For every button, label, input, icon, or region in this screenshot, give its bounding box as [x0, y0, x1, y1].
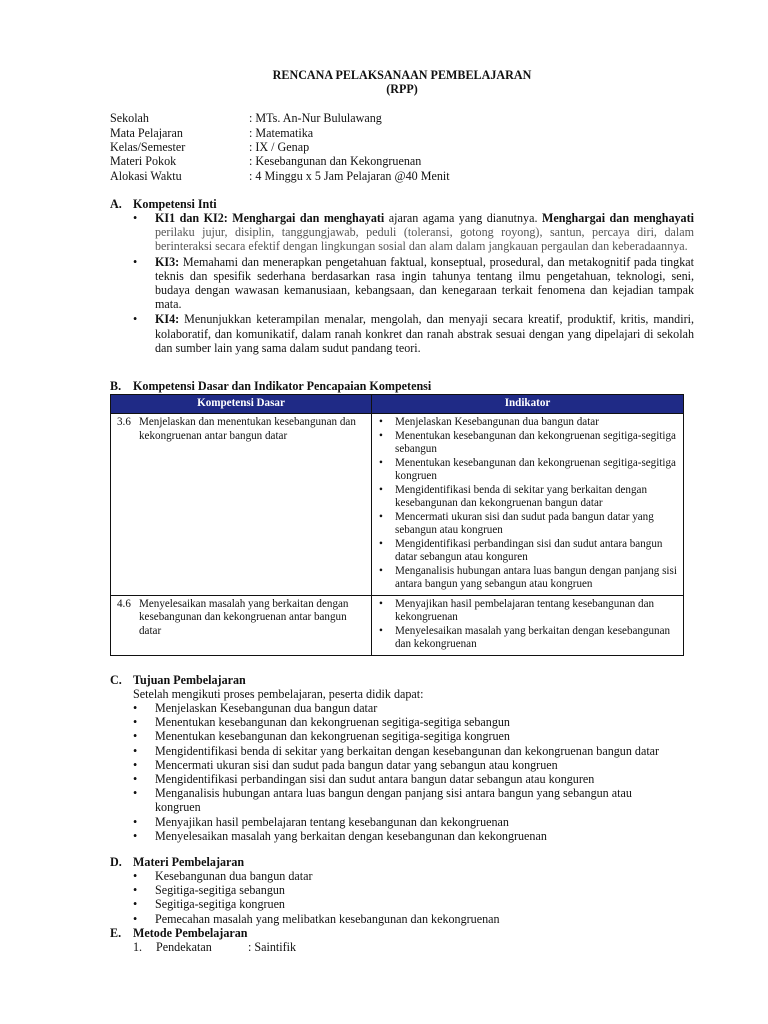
list-item: • Mencermati ukuran sisi dan sudut pada bangun datar yang sebangun atau kongruen: [376, 511, 679, 538]
method-row: [133, 940, 296, 954]
competency-table: [110, 394, 684, 656]
list-item: • Menentukan kesebangunan dan kekongruenan segitiga-segitiga kongruen: [133, 729, 694, 743]
info-value: : Kesebangunan dan Kekongruenan: [249, 153, 422, 168]
section-title: Materi Pembelajaran: [133, 855, 245, 869]
list-item: • Kesebangunan dua bangun datar: [133, 869, 500, 883]
kd-number: 3.6: [117, 416, 131, 428]
kd-cell: [111, 595, 372, 655]
column-header-kd: Kompetensi Dasar: [111, 395, 372, 414]
ki3-item: [133, 255, 694, 312]
section-e-heading: [110, 926, 248, 940]
list-item: • Mengidentifikasi benda di sekitar yang berkaitan dengan kesebangunan dan kekongruenan bangun datar: [133, 744, 694, 758]
list-item: • Menyajikan hasil pembelajaran tentang kesebangunan dan kekongruenan: [133, 815, 694, 829]
core-competency-list: [133, 211, 694, 355]
info-row-time: [110, 169, 450, 183]
ki4-item: [133, 312, 694, 355]
column-header-indicator: Indikator: [372, 395, 684, 414]
section-b-heading: [110, 379, 431, 393]
ki12-bold-1: Menghargai dan menghayati: [232, 211, 385, 225]
list-item: • Menyelesaikan masalah yang berkaitan dengan kesebangunan dan kekongruenan: [133, 829, 694, 843]
objectives-list: [133, 701, 694, 843]
section-title: Tujuan Pembelajaran: [133, 673, 246, 687]
info-value: : IX / Genap: [249, 139, 310, 154]
materials-list: [133, 869, 500, 926]
info-value: : MTs. An-Nur Bululawang: [249, 111, 382, 125]
info-value: : 4 Minggu x 5 Jam Pelajaran @40 Menit: [249, 169, 450, 184]
method-value: : Saintifik: [248, 940, 297, 954]
indicator-list: [376, 598, 679, 652]
ki4-text: Menunjukkan keterampilan menalar, mengolah, dan menyaji secara kreatif, produktif, kritis, mandiri, kolaboratif, dan komunikatif, dalam ranah konkret dan ranah abstrak sesuai dengan yang dipelajari di sekolah dan sumber lain yang sama dalam sudut pandang teori.: [155, 312, 694, 355]
indicator-list: [376, 416, 679, 592]
table-row: [111, 595, 684, 655]
method-number: 1.: [133, 940, 143, 954]
list-item: • Menjelaskan Kesebangunan dua bangun datar: [376, 416, 679, 430]
ki12-head: KI1 dan KI2:: [155, 211, 228, 225]
ki12-text-2: perilaku jujur, disiplin, tanggungjawab, peduli (toleransi, gotong royong), santun, percaya diri, dalam berinteraksi secara efektif dengan lingkungan sosial dan alam dalam jangkauan pergaulan dan keberadaannya.: [155, 225, 694, 254]
list-item: • Segitiga-segitiga kongruen: [133, 897, 500, 911]
list-item: • Menentukan kesebangunan dan kekongruenan segitiga-segitiga sebangun: [376, 430, 679, 457]
section-d-heading: [110, 855, 244, 869]
kd-text: Menyelesaikan masalah yang berkaitan dengan kesebangunan dan kekongruenan antar bangun datar: [139, 597, 349, 637]
list-item: • Mengidentifikasi benda di sekitar yang berkaitan dengan kesebangunan dan kekongruenan bangun datar: [376, 484, 679, 511]
info-value: : Matematika: [249, 125, 314, 140]
section-title: Kompetensi Dasar dan Indikator Pencapaian Kompetensi: [133, 379, 432, 393]
list-item: • Menentukan kesebangunan dan kekongruenan segitiga-segitiga sebangun: [133, 715, 694, 729]
document-title: [0, 68, 768, 96]
list-item: • Mencermati ukuran sisi dan sudut pada bangun datar yang sebangun atau kongruen: [133, 758, 694, 772]
info-row-topic: [110, 154, 450, 170]
ki3-head: KI3:: [155, 254, 180, 269]
title-line-2: (RPP): [386, 82, 418, 97]
section-letter: D.: [110, 855, 122, 869]
section-letter: B.: [110, 379, 122, 393]
title-line-1: RENCANA PELAKSANAAN PEMBELAJARAN: [272, 68, 532, 82]
info-label: Materi Pokok: [110, 153, 177, 168]
identity-block: [110, 111, 450, 184]
ki12-bold-2: Menghargai dan menghayati: [541, 211, 694, 225]
info-row-school: [110, 111, 450, 126]
indicator-cell: [372, 595, 684, 655]
info-row-class: [110, 140, 450, 154]
list-item: • Segitiga-segitiga sebangun: [133, 883, 500, 897]
section-letter: E.: [110, 926, 122, 940]
list-item: • Menganalisis hubungan antara luas bangun dengan panjang sisi antara bangun yang sebangun atau kongruen: [133, 786, 665, 814]
indicator-cell: [372, 414, 684, 596]
list-item: • Menganalisis hubungan antara luas bangun dengan panjang sisi antara bangun yang sebangun atau kongruen: [376, 565, 679, 592]
objectives-intro: Setelah mengikuti proses pembelajaran, peserta didik dapat:: [133, 687, 424, 701]
kd-number: 4.6: [117, 597, 131, 610]
list-item: • Menyelesaikan masalah yang berkaitan dengan kesebangunan dan kekongruenan: [376, 625, 679, 652]
ki12-text-1: ajaran agama yang dianutnya.: [384, 211, 542, 225]
list-item: • Menentukan kesebangunan dan kekongruenan segitiga-segitiga kongruen: [376, 457, 679, 484]
list-item: • Menjelaskan Kesebangunan dua bangun datar: [133, 701, 694, 715]
ki12-item: [133, 211, 694, 254]
section-letter: C.: [110, 673, 122, 687]
list-item: • Pemecahan masalah yang melibatkan kesebangunan dan kekongruenan: [133, 912, 500, 926]
section-a-heading: [110, 197, 217, 211]
section-c-heading: [110, 673, 246, 687]
list-item: • Mengidentifikasi perbandingan sisi dan sudut antara bangun datar sebangun atau konguren: [376, 538, 679, 565]
list-item: • Menyajikan hasil pembelajaran tentang kesebangunan dan kekongruenan: [376, 598, 679, 625]
list-item: • Mengidentifikasi perbandingan sisi dan sudut antara bangun datar sebangun atau konguren: [133, 772, 694, 786]
kd-text: Menjelaskan dan menentukan kesebangunan dan kekongruenan antar bangun datar: [139, 416, 356, 442]
table-row: [111, 414, 684, 596]
ki4-head: KI4:: [155, 312, 180, 327]
info-label: Mata Pelajaran: [110, 125, 183, 140]
info-label: Kelas/Semester: [110, 139, 186, 154]
section-title: Kompetensi Inti: [133, 197, 217, 211]
info-row-subject: [110, 126, 450, 140]
info-label: Alokasi Waktu: [110, 169, 182, 184]
section-title: Metode Pembelajaran: [133, 926, 248, 940]
table-header-row: [111, 395, 684, 414]
info-label: Sekolah: [110, 111, 149, 125]
kd-cell: [111, 414, 372, 596]
ki3-text: Memahami dan menerapkan pengetahuan faktual, konseptual, prosedural, dan metakognitif pada tingkat teknis dan spesifik sederhana berdasarkan rasa ingin tahunya tentang ilmu pengetahuan, teknologi, seni, budaya dengan wawasan kemanusiaan, kebangsaan, dan kenegaraan terkait fenomena dan kejadian tampak mata.: [155, 254, 694, 312]
method-label: Pendekatan: [156, 940, 212, 954]
section-letter: A.: [110, 197, 122, 211]
